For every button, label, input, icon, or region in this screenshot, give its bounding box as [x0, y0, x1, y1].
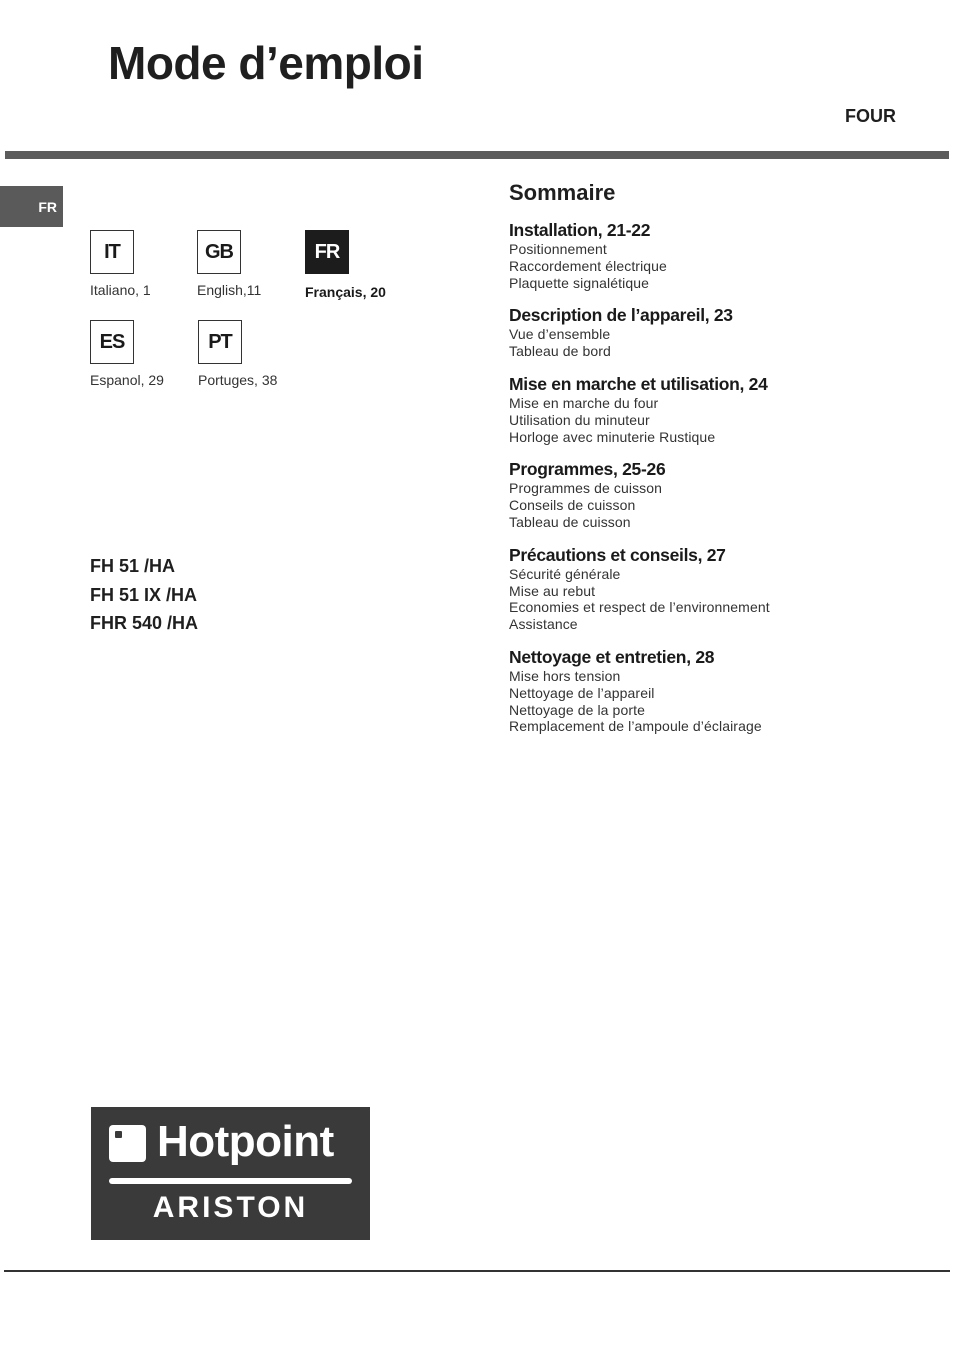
- toc-item[interactable]: Utilisation du minuteur: [509, 411, 650, 428]
- language-code-box: IT: [90, 230, 134, 274]
- toc-item[interactable]: Nettoyage de l’appareil: [509, 684, 655, 701]
- language-code-box: PT: [198, 320, 242, 364]
- language-fr[interactable]: [305, 230, 425, 300]
- language-code-box: ES: [90, 320, 134, 364]
- footer-divider: [4, 1270, 950, 1272]
- language-code-box: FR: [305, 230, 349, 274]
- toc-section-title[interactable]: Mise en marche et utilisation, 24: [509, 373, 768, 394]
- language-es[interactable]: [90, 320, 210, 388]
- toc-item[interactable]: Tableau de cuisson: [509, 513, 631, 530]
- product-category: FOUR: [845, 106, 896, 126]
- language-label: Portuges, 38: [198, 372, 278, 388]
- language-label: Espanol, 29: [90, 372, 164, 388]
- toc-section-title[interactable]: Programmes, 25-26: [509, 459, 666, 480]
- toc-heading: Sommaire: [509, 180, 616, 205]
- logo-sub-text: ARISTON: [152, 1191, 309, 1224]
- toc-section-title[interactable]: Nettoyage et entretien, 28: [509, 646, 715, 667]
- toc-section-precautions: [509, 545, 929, 633]
- toc-item[interactable]: Mise en marche du four: [509, 394, 659, 411]
- toc-item[interactable]: Sécurité générale: [509, 565, 621, 582]
- toc-item[interactable]: Vue d’ensemble: [509, 326, 611, 343]
- toc-item[interactable]: Programmes de cuisson: [509, 480, 663, 497]
- language-label: English,11: [197, 282, 262, 298]
- toc-item[interactable]: Assistance: [509, 616, 578, 633]
- language-gb[interactable]: [197, 230, 317, 298]
- table-of-contents: [509, 180, 929, 749]
- toc-item[interactable]: Remplacement de l’ampoule d’éclairage: [509, 718, 762, 735]
- toc-item[interactable]: Mise hors tension: [509, 667, 621, 684]
- toc-item[interactable]: Economies et respect de l’environnement: [509, 599, 770, 616]
- toc-item[interactable]: Horloge avec minuterie Rustique: [509, 428, 716, 445]
- language-it[interactable]: [90, 230, 210, 298]
- toc-section-programmes: [509, 459, 929, 530]
- header-divider: [5, 151, 949, 159]
- model-name: FH 51 IX /HA: [90, 584, 198, 605]
- toc-section-installation: [509, 220, 929, 291]
- language-side-tab: FR: [0, 186, 63, 227]
- toc-section-title[interactable]: Description de l’appareil, 23: [509, 305, 733, 326]
- hotpoint-ariston-logo: [91, 1107, 370, 1240]
- toc-item[interactable]: Nettoyage de la porte: [509, 701, 645, 718]
- language-label: Italiano, 1: [90, 282, 151, 298]
- toc-item[interactable]: Positionnement: [509, 241, 607, 257]
- language-label: Français, 20: [305, 284, 386, 300]
- logo-brand-text: Hotpoint: [157, 1117, 334, 1166]
- toc-section-title[interactable]: Précautions et conseils, 27: [509, 544, 726, 565]
- toc-item[interactable]: Tableau de bord: [509, 343, 611, 360]
- toc-section-description: [509, 305, 929, 360]
- model-list: [90, 552, 198, 638]
- toc-section-mise-en-marche: [509, 374, 929, 445]
- language-code-box: GB: [197, 230, 241, 274]
- logo-square-icon: [109, 1125, 146, 1162]
- toc-section-nettoyage: [509, 647, 929, 735]
- logo-divider: [109, 1178, 352, 1184]
- toc-item[interactable]: Raccordement électrique: [509, 257, 667, 274]
- model-name: FHR 540 /HA: [90, 613, 199, 633]
- language-pt[interactable]: [198, 320, 318, 388]
- toc-item[interactable]: Conseils de cuisson: [509, 497, 636, 514]
- toc-item[interactable]: Mise au rebut: [509, 582, 596, 599]
- page-title: Mode d’emploi: [108, 37, 424, 89]
- toc-section-title[interactable]: Installation, 21-22: [509, 220, 651, 240]
- model-name: FH 51 /HA: [90, 556, 176, 576]
- toc-item[interactable]: Plaquette signalétique: [509, 274, 649, 291]
